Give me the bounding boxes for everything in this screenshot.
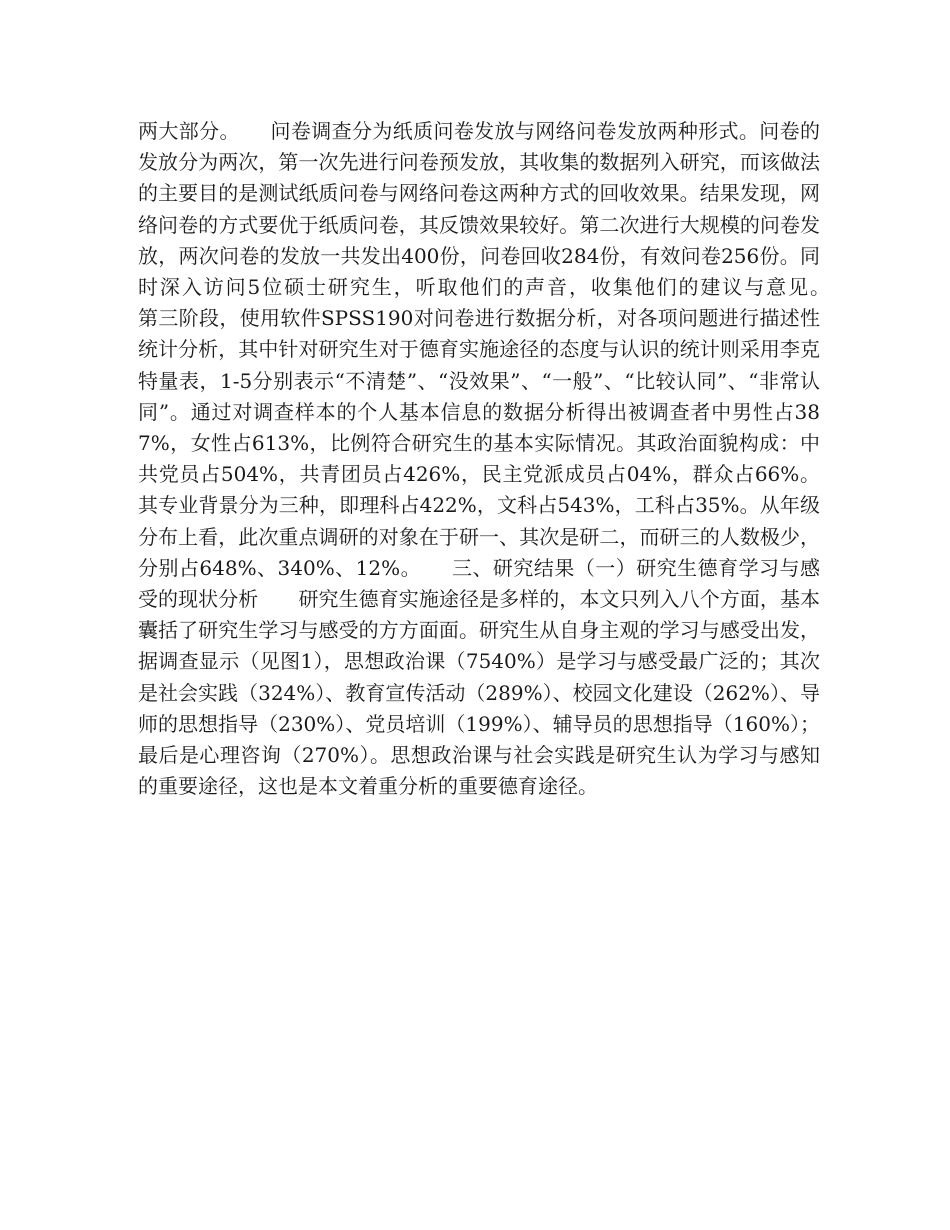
body-paragraph: 两大部分。 问卷调查分为纸质问卷发放与网络问卷发放两种形式。问卷的发放分为两次，第一次先进行问卷预发放，其收集的数据列入研究，而该做法的主要目的是测试纸质问卷与网络问卷这两种方式的回收效果。结果发现，网络问卷的方式要优于纸质问卷，其反馈效果较好。第二次进行大规模的问卷发放，两次问卷的发放一共发出400份，问卷回收284份，有效问卷256份。同时深入访问5位硕士研究生，听取他们的声音，收集他们的建议与意见。 第三阶段，使用软件SPSS190对问卷进行数据分析，对各项问题进行描述性统计分析，其中针对研究生对于德育实施途径的态度与认识的统计则采用李克特量表，1-5分别表示“不清楚”、“没效果”、“一般”、“比较认同”、“非常认同”。通过对调查样本的个人基本信息的数据分析得出被调查者中男性占387%，女性占613%，比例符合研究生的基本实际情况。其政治面貌构成：中共党员占504%，共青团员占426%，民主党派成员占04%，群众占66%。其专业背景分为三种，即理科占422%，文科占543%，工科占35%。从年级分布上看，此次重点调研的对象在于研一、其次是研二，而研三的人数极少，分别占648%、340%、12%。 三、研究结果（一）研究生德育学习与感受的现状分析 研究生德育实施途径是多样的，本文只列入八个方面，基本囊括了研究生学习与感受的方方面面。研究生从自身主观的学习与感受出发，据调查显示（见图1），思想政治课（7540%）是学习与感受最广泛的；其次是社会实践（324%）、教育宣传活动（289%）、校园文化建设（262%）、导师的思想指导（230%）、党员培训（199%）、辅导员的思想指导（160%）；最后是心理咨询（270%）。思想政治课与社会实践是研究生认为学习与感知的重要途径，这也是本文着重分析的重要德育途径。 bbox=[138, 119, 860, 799]
